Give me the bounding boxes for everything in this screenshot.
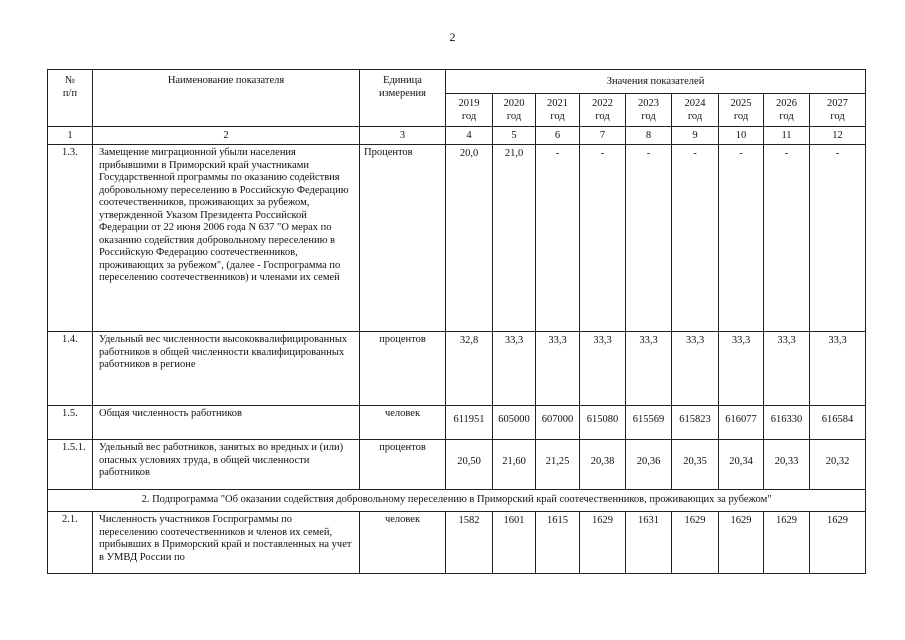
year-2025: 2025 год xyxy=(719,94,764,127)
column-index: 3 xyxy=(360,127,446,145)
column-index-row xyxy=(48,127,866,145)
column-index: 7 xyxy=(580,127,626,145)
table-row xyxy=(48,406,866,440)
section-title: 2. Подпрограмма "Об оказании содействия добровольному переселению в Приморский край соотечественников, проживающих за рубежом" xyxy=(48,490,866,512)
row-value: 607000 xyxy=(536,406,580,440)
header-no: № п/п xyxy=(48,70,93,127)
row-value: - xyxy=(580,145,626,332)
row-value: 615080 xyxy=(580,406,626,440)
row-value: 1629 xyxy=(719,512,764,574)
row-value: 1629 xyxy=(810,512,866,574)
header-unit: Единица измерения xyxy=(360,70,446,127)
header-values: Значения показателей xyxy=(446,70,866,94)
row-value: 21,60 xyxy=(493,440,536,490)
row-value: 611951 xyxy=(446,406,493,440)
column-index: 8 xyxy=(626,127,672,145)
year-2019: 2019 год xyxy=(446,94,493,127)
row-value: 33,3 xyxy=(626,332,672,406)
row-number: 1.4. xyxy=(48,332,93,406)
row-value: - xyxy=(810,145,866,332)
row-value: 616077 xyxy=(719,406,764,440)
row-value: 20,32 xyxy=(810,440,866,490)
row-value: 20,35 xyxy=(672,440,719,490)
row-value: 33,3 xyxy=(580,332,626,406)
column-index: 10 xyxy=(719,127,764,145)
row-number: 1.5.1. xyxy=(48,440,93,490)
row-value: 1629 xyxy=(764,512,810,574)
table-row xyxy=(48,512,866,574)
row-number: 2.1. xyxy=(48,512,93,574)
indicators-table xyxy=(47,69,866,574)
row-value: 20,38 xyxy=(580,440,626,490)
row-value: 33,3 xyxy=(764,332,810,406)
row-unit: процентов xyxy=(360,440,446,490)
row-unit: процентов xyxy=(360,332,446,406)
row-value: 20,36 xyxy=(626,440,672,490)
row-value: 1582 xyxy=(446,512,493,574)
row-value: 615569 xyxy=(626,406,672,440)
year-2021: 2021 год xyxy=(536,94,580,127)
year-2023: 2023 год xyxy=(626,94,672,127)
row-value: 33,3 xyxy=(672,332,719,406)
row-value: 1629 xyxy=(672,512,719,574)
row-unit: Процентов xyxy=(360,145,446,332)
row-value: 21,0 xyxy=(493,145,536,332)
row-value: - xyxy=(536,145,580,332)
row-name: Удельный вес численности высококвалифицированных работников в общей численности квалифицированных работников в регионе xyxy=(93,332,360,406)
section-row xyxy=(48,490,866,512)
row-name: Замещение миграционной убыли населения прибывшими в Приморский край участниками Государственной программы по оказанию содействия добровольному переселению в Российскую Федерацию соотечественников, проживающих за рубежом, утвержденной Указом Президента Российской Федерации от 22 июня 2006 года N 637 "О мерах по оказанию содействия добровольному переселению в Российскую Федерацию соотечественников, проживающих за рубежом", (далее - Госпрограмма по переселению соотечественников) и членами их семей xyxy=(93,145,360,332)
year-2022: 2022 год xyxy=(580,94,626,127)
row-value: 20,50 xyxy=(446,440,493,490)
row-value: 616584 xyxy=(810,406,866,440)
row-value: 33,3 xyxy=(536,332,580,406)
row-value: 21,25 xyxy=(536,440,580,490)
page-number: 2 xyxy=(449,30,456,44)
row-value: 33,3 xyxy=(493,332,536,406)
column-index: 6 xyxy=(536,127,580,145)
column-index: 9 xyxy=(672,127,719,145)
year-2026: 2026 год xyxy=(764,94,810,127)
row-value: 20,33 xyxy=(764,440,810,490)
column-index: 4 xyxy=(446,127,493,145)
row-name: Удельный вес работников, занятых во вредных и (или) опасных условиях труда, в общей численности работников xyxy=(93,440,360,490)
row-number: 1.5. xyxy=(48,406,93,440)
row-value: 1615 xyxy=(536,512,580,574)
row-value: 20,0 xyxy=(446,145,493,332)
row-value: - xyxy=(672,145,719,332)
row-name: Общая численность работников xyxy=(93,406,360,440)
row-value: 605000 xyxy=(493,406,536,440)
column-index: 5 xyxy=(493,127,536,145)
row-value: - xyxy=(719,145,764,332)
row-number: 1.3. xyxy=(48,145,93,332)
row-value: 1631 xyxy=(626,512,672,574)
row-value: 32,8 xyxy=(446,332,493,406)
year-2027: 2027 год xyxy=(810,94,866,127)
row-value: 20,34 xyxy=(719,440,764,490)
row-value: 33,3 xyxy=(810,332,866,406)
column-index: 11 xyxy=(764,127,810,145)
year-2024: 2024 год xyxy=(672,94,719,127)
row-unit: человек xyxy=(360,406,446,440)
table-row xyxy=(48,332,866,406)
row-unit: человек xyxy=(360,512,446,574)
column-index: 1 xyxy=(48,127,93,145)
row-name: Численность участников Госпрограммы по переселению соотечественников и членов их семей, прибывших в Приморский край и поставленных на учет в УМВД России по xyxy=(93,512,360,574)
column-index: 12 xyxy=(810,127,866,145)
table-row xyxy=(48,145,866,332)
column-index: 2 xyxy=(93,127,360,145)
table-row xyxy=(48,440,866,490)
header-name: Наименование показателя xyxy=(93,70,360,127)
row-value: 1629 xyxy=(580,512,626,574)
year-2020: 2020 год xyxy=(493,94,536,127)
row-value: 33,3 xyxy=(719,332,764,406)
row-value: 1601 xyxy=(493,512,536,574)
row-value: 615823 xyxy=(672,406,719,440)
row-value: - xyxy=(626,145,672,332)
row-value: - xyxy=(764,145,810,332)
header-row xyxy=(48,70,866,94)
row-value: 616330 xyxy=(764,406,810,440)
